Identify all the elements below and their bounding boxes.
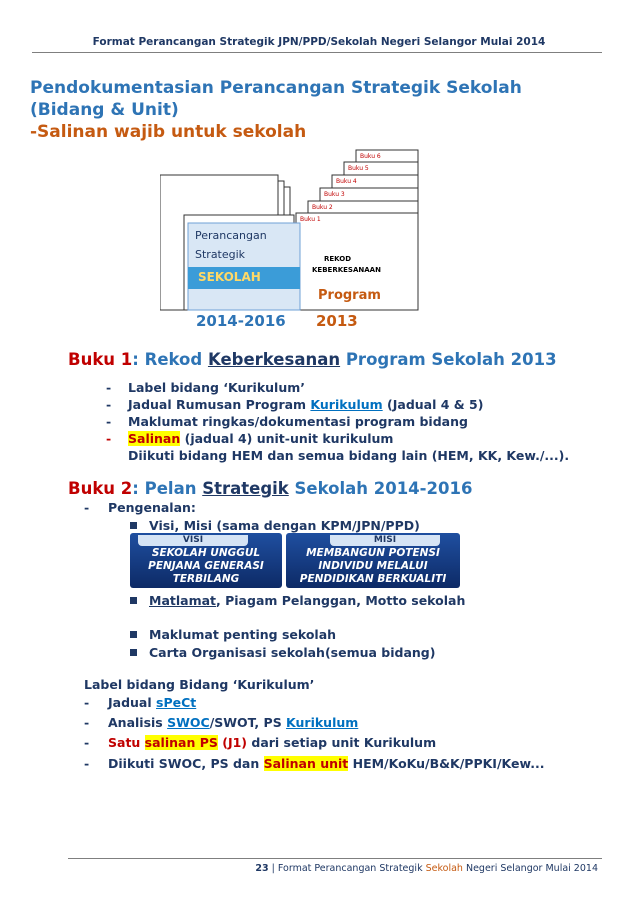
- header-divider: [32, 52, 602, 53]
- visi-text: SEKOLAH UNGGUL PENJANA GENERASI TERBILANG: [148, 547, 264, 585]
- label-bidang: Label bidang Bidang ‘Kurikulum’: [84, 677, 315, 692]
- book-right-line-1: REKOD: [324, 255, 352, 263]
- tab-buku-4: Buku 4: [336, 178, 357, 185]
- page-footer: 23 | Format Perancangan Strategik Sekolah Negeri Selangor Mulai 2014: [255, 863, 598, 874]
- misi-banner: [286, 533, 460, 588]
- tab-buku-2: Buku 2: [312, 204, 333, 211]
- books-illustration: [160, 145, 420, 311]
- salinan-highlight: Salinan: [128, 431, 181, 446]
- buku2-heading: [68, 479, 472, 498]
- buku2-rest: Sekolah 2014-2016: [288, 479, 473, 498]
- bullet-visi-misi: Visi, Misi (sama dengan KPM/JPN/PPD): [130, 518, 420, 533]
- buku1-item-3: - Maklumat ringkas/dokumentasi program bidang: [106, 414, 468, 429]
- list-satu-salinan: - Satu salinan PS (J1) dari setiap unit Kurikulum: [84, 735, 437, 750]
- book-right-line-2: KEBERKESANAAN: [312, 266, 381, 274]
- year-left: 2014-2016: [196, 312, 286, 330]
- buku2-colon: : Pelan: [132, 479, 203, 498]
- visi-banner: [130, 533, 282, 588]
- page-number: 23: [255, 863, 269, 874]
- tab-buku-3: Buku 3: [324, 191, 345, 198]
- buku1-item-1: - Label bidang ‘Kurikulum’: [106, 380, 306, 395]
- bullet-icon: [130, 631, 137, 638]
- buku1-heading: [68, 350, 557, 369]
- book-right-line-3: Program: [318, 288, 381, 303]
- bullet-icon: [130, 522, 137, 529]
- salinan-unit-highlight: Salinan unit: [263, 756, 349, 771]
- bullet-maklumat: Maklumat penting sekolah: [130, 627, 336, 642]
- buku2-num: 2: [120, 479, 133, 498]
- buku1-item-2: - Jadual Rumusan Program Kurikulum (Jadual 4 & 5): [106, 397, 484, 412]
- buku1-link[interactable]: Keberkesanan: [207, 350, 341, 369]
- footer-divider: [68, 858, 602, 859]
- list-analisis: - Analisis SWOC/SWOT, PS Kurikulum: [84, 715, 359, 730]
- book-left-line-1: Perancangan: [195, 229, 267, 242]
- spect-link[interactable]: sPeCt: [156, 695, 197, 710]
- year-right: 2013: [316, 312, 358, 330]
- buku1-prefix: Buku: [68, 350, 121, 369]
- buku1-num: 1: [120, 350, 133, 369]
- swoc-link[interactable]: SWOC: [167, 715, 210, 730]
- list-jadual: - Jadual sPeCt: [84, 695, 197, 710]
- tab-buku-6: Buku 6: [360, 153, 381, 160]
- buku1-colon: : Rekod: [132, 350, 208, 369]
- page-header: Format Perancangan Strategik JPN/PPD/Sekolah Negeri Selangor Mulai 2014: [92, 36, 546, 48]
- buku1-item-5: Diikuti bidang HEM dan semua bidang lain (HEM, KK, Kew./...).: [128, 448, 570, 463]
- title-line-2: (Bidang & Unit): [30, 100, 179, 120]
- title-line-1: Pendokumentasian Perancangan Strategik Sekolah: [30, 78, 522, 98]
- misi-tab: MISI: [330, 535, 440, 546]
- salinan-ps-highlight: salinan PS: [144, 735, 218, 750]
- buku1-item-4: - Salinan (jadual 4) unit-unit kurikulum: [106, 431, 394, 446]
- book-left-line-3: SEKOLAH: [198, 270, 261, 284]
- kurikulum-link[interactable]: Kurikulum: [310, 397, 383, 412]
- buku2-link[interactable]: Strategik: [202, 479, 289, 498]
- kurikulum-link-2[interactable]: Kurikulum: [286, 715, 359, 730]
- books-graphic: [160, 145, 420, 311]
- buku2-prefix: Buku: [68, 479, 121, 498]
- tab-buku-1: Buku 1: [300, 216, 321, 223]
- tab-buku-5: Buku 5: [348, 165, 369, 172]
- list-diikuti: - Diikuti SWOC, PS dan Salinan unit HEM/KoKu/B&K/PPKI/Kew...: [84, 756, 545, 771]
- title-line-3: -Salinan wajib untuk sekolah: [30, 122, 307, 142]
- bullet-icon: [130, 597, 137, 604]
- bullet-icon: [130, 649, 137, 656]
- bullet-carta: Carta Organisasi sekolah(semua bidang): [130, 645, 435, 660]
- misi-text: MEMBANGUN POTENSI INDIVIDU MELALUI PENDIDIKAN BERKUALITI: [299, 547, 447, 585]
- book-left-line-2: Strategik: [195, 248, 246, 261]
- visi-tab: VISI: [138, 535, 248, 546]
- pengenalan: - Pengenalan:: [84, 500, 196, 515]
- buku1-rest: Program Sekolah 2013: [340, 350, 557, 369]
- bullet-matlamat: Matlamat, Piagam Pelanggan, Motto sekolah: [130, 593, 465, 608]
- matlamat-link[interactable]: Matlamat: [149, 593, 217, 608]
